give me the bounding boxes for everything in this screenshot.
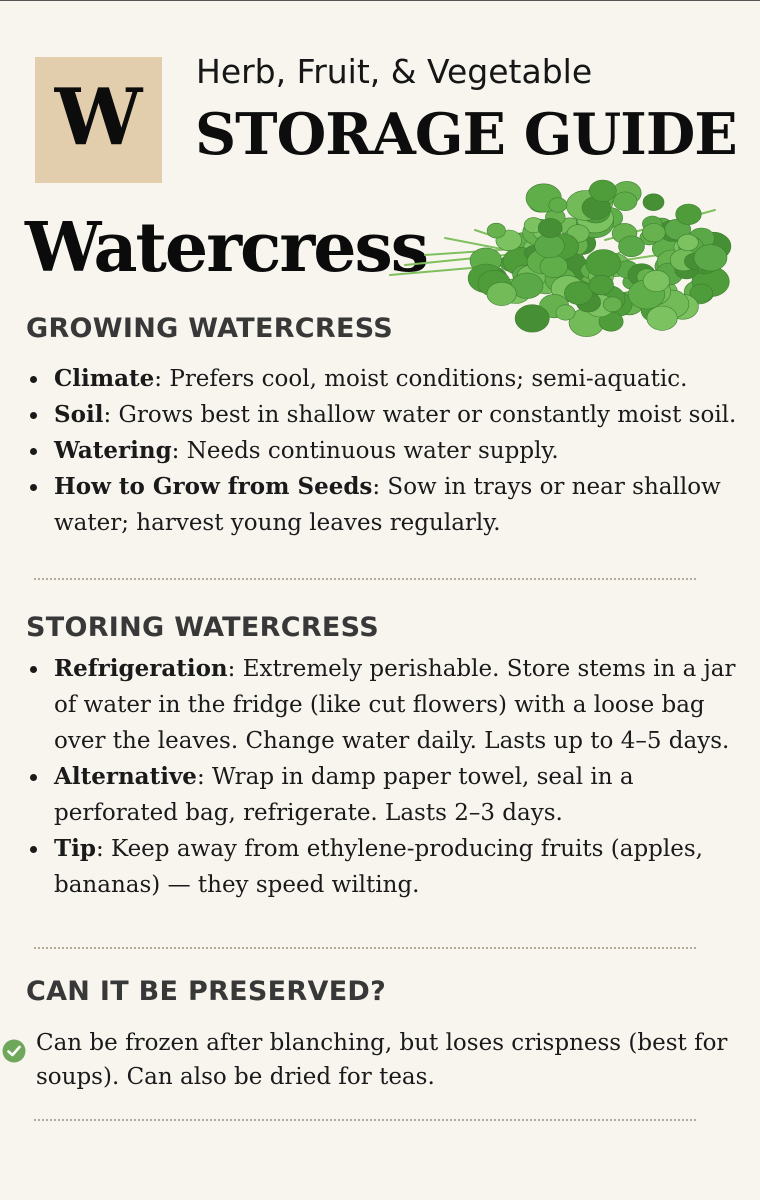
item-label: Watering	[54, 437, 172, 464]
list-item	[26, 651, 756, 759]
logo-letter: W	[54, 72, 143, 163]
guide-title: STORAGE GUIDE	[195, 101, 737, 168]
storing-list	[26, 651, 756, 903]
item-text: : Sow in trays or near shallow water; harvest young leaves regularly.	[54, 474, 721, 536]
item-text: : Prefers cool, moist conditions; semi-aquatic.	[154, 366, 688, 392]
item-text: : Grows best in shallow water or constantly moist soil.	[103, 402, 737, 428]
item-text: : Needs continuous water supply.	[171, 438, 559, 464]
leaf	[487, 223, 505, 238]
list-item	[26, 831, 756, 903]
leaf	[515, 305, 549, 332]
leaf	[540, 256, 568, 278]
item-text: : Wrap in damp paper towel, seal in a perforated bag, refrigerate. Lasts 2–3 days.	[54, 764, 634, 826]
preserve-heading: CAN IT BE PRESERVED?	[26, 976, 387, 1007]
item-label: Climate	[54, 365, 155, 392]
leaf	[603, 297, 622, 312]
section-divider	[34, 1119, 696, 1121]
list-item	[26, 759, 756, 831]
top-border	[0, 0, 760, 1]
leaf	[589, 180, 616, 202]
section-divider	[34, 947, 696, 949]
leaf	[642, 224, 665, 242]
growing-heading: GROWING WATERCRESS	[26, 313, 394, 344]
leaf	[586, 250, 621, 278]
guide-kicker: Herb, Fruit, & Vegetable	[196, 52, 593, 91]
preserve-text: Can be frozen after blanching, but loses crispness (best for soups). Can also be dried for teas.	[36, 1030, 728, 1090]
leaf	[676, 204, 702, 225]
leaf	[678, 234, 699, 251]
section-divider	[34, 578, 696, 580]
list-item	[26, 433, 756, 469]
item-text: : Extremely perishable. Store stems in a jar of water in the fridge (like cut flowers) with a loose bag over the leaves. Change water daily. Lasts up to 4–5 days.	[54, 656, 736, 754]
item-label: How to Grow from Seeds	[54, 473, 373, 500]
leaf	[538, 218, 562, 237]
leaf	[643, 194, 664, 211]
logo	[35, 57, 162, 183]
item-text: : Keep away from ethylene-producing fruits (apples, bananas) — they speed wilting.	[54, 836, 703, 898]
leaf	[556, 305, 575, 320]
item-label: Refrigeration	[54, 655, 228, 682]
storing-heading: STORING WATERCRESS	[26, 612, 379, 643]
leaf	[549, 198, 567, 213]
growing-list	[26, 361, 756, 541]
plant-title: Watercress	[25, 208, 428, 288]
leaf	[487, 282, 516, 305]
leaf	[564, 282, 592, 305]
list-item	[26, 397, 756, 433]
check-circle-icon	[2, 1039, 26, 1063]
item-label: Soil	[54, 401, 104, 428]
leaf	[643, 270, 670, 291]
leaf	[647, 306, 677, 330]
item-label: Alternative	[54, 763, 197, 790]
leaf	[694, 245, 727, 271]
watercress-leaves-icon	[385, 150, 760, 365]
leaf	[613, 192, 637, 211]
item-label: Tip	[54, 835, 96, 862]
list-item	[26, 361, 756, 397]
leaf	[619, 236, 645, 257]
list-item	[26, 469, 756, 541]
leaf	[589, 275, 614, 295]
